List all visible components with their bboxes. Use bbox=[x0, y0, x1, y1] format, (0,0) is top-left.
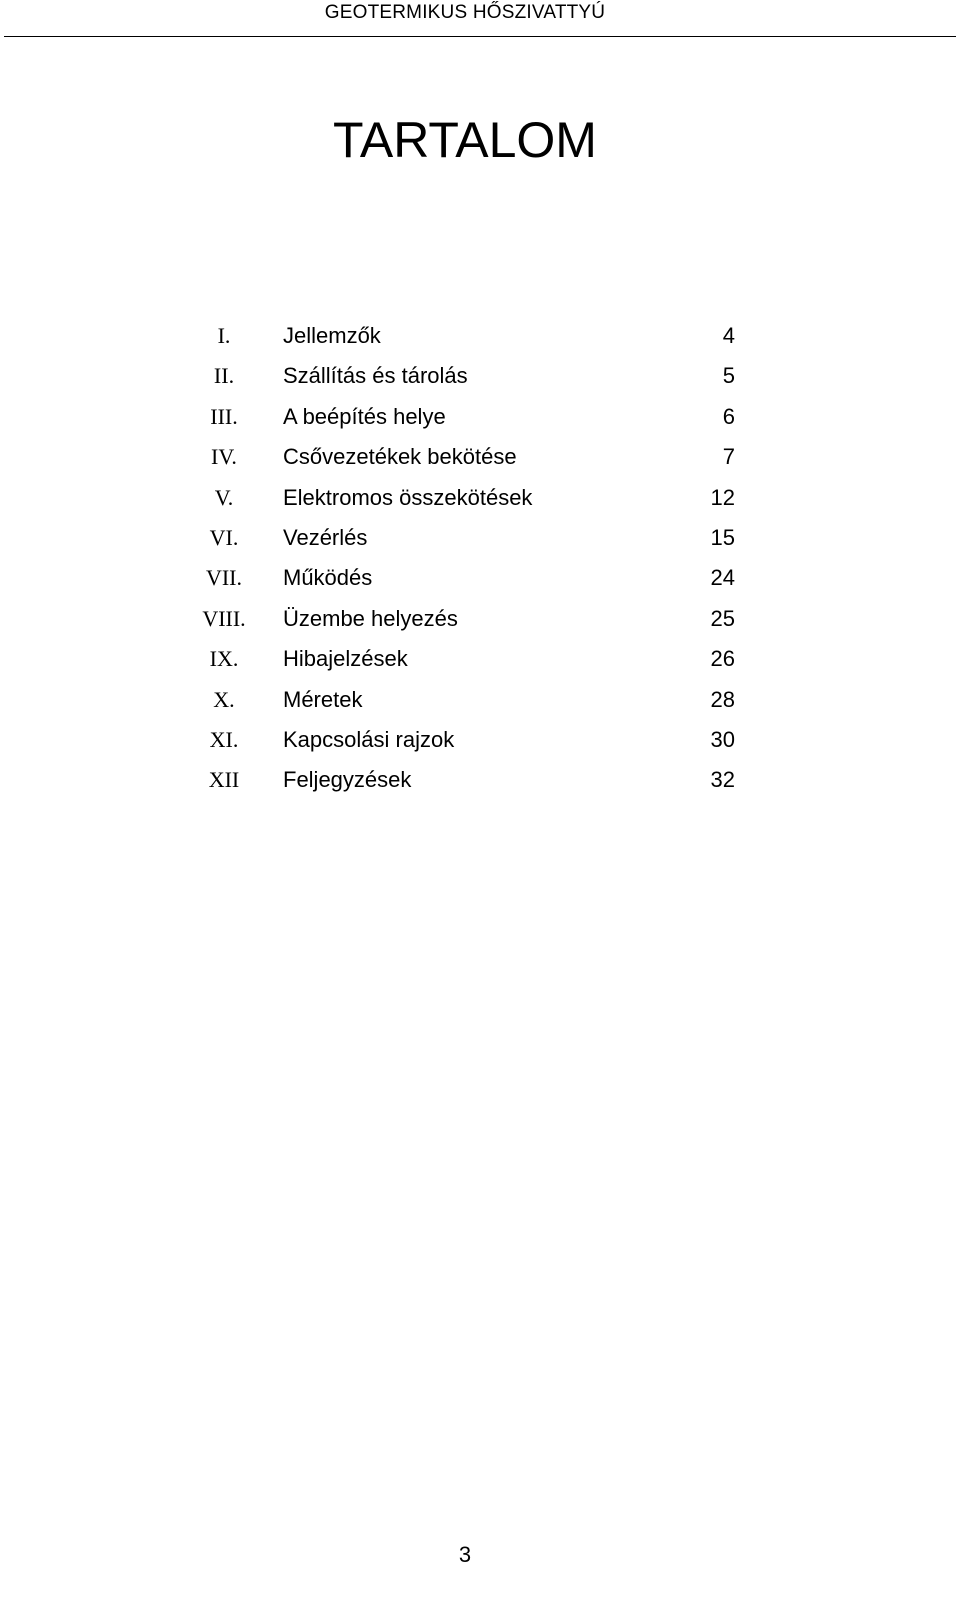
toc-entry-number: III. bbox=[210, 403, 238, 429]
toc-entry-number: IX. bbox=[209, 646, 239, 672]
toc-entry-uzembe-helyezes[interactable] bbox=[180, 599, 755, 639]
toc-entry-page: 7 bbox=[722, 444, 735, 470]
toc-entry-title: Üzembe helyezés bbox=[283, 605, 458, 631]
toc-entry-page: 32 bbox=[710, 767, 735, 793]
toc-entry-page: 24 bbox=[710, 565, 735, 591]
header-rule bbox=[4, 36, 956, 37]
toc-entry-number: VI. bbox=[209, 524, 239, 550]
toc-entry-title: Szállítás és tárolás bbox=[283, 363, 468, 389]
toc-entry-number: X. bbox=[213, 686, 235, 712]
toc-entry-page: 15 bbox=[710, 524, 735, 550]
toc-entry-number: II. bbox=[213, 363, 235, 389]
toc-entry-number: XI. bbox=[209, 726, 239, 752]
toc-entry-feljegyzesek[interactable] bbox=[180, 760, 755, 800]
toc-entry-title: Elektromos összekötések bbox=[283, 484, 533, 510]
toc-entry-mukodes[interactable] bbox=[180, 558, 755, 598]
page-number: 3 bbox=[458, 1542, 472, 1567]
toc-entry-number: VII. bbox=[205, 565, 243, 591]
toc-entry-title: A beépítés helye bbox=[283, 403, 446, 429]
toc-entry-kapcsolasi-rajzok[interactable] bbox=[180, 720, 755, 760]
toc-entry-title: Feljegyzések bbox=[283, 767, 412, 793]
toc-entry-page: 6 bbox=[722, 403, 735, 429]
toc-entry-title: Működés bbox=[283, 565, 373, 591]
table-of-contents bbox=[180, 316, 755, 801]
toc-entry-csovezetekek[interactable] bbox=[180, 437, 755, 477]
toc-entry-page: 25 bbox=[710, 605, 735, 631]
toc-entry-elektromos[interactable] bbox=[180, 478, 755, 518]
toc-entry-number: VIII. bbox=[202, 605, 246, 631]
toc-entry-page: 30 bbox=[710, 726, 735, 752]
toc-entry-page: 26 bbox=[710, 646, 735, 672]
toc-entry-title: Jellemzők bbox=[283, 323, 381, 348]
running-header: GEOTERMIKUS HŐSZIVATTYÚ bbox=[324, 2, 606, 23]
toc-entry-beepites[interactable] bbox=[180, 397, 755, 437]
page-title: TARTALOM bbox=[333, 112, 597, 168]
toc-entry-number: XII bbox=[208, 767, 240, 793]
toc-entry-title: Méretek bbox=[283, 686, 363, 712]
toc-entry-page: 12 bbox=[710, 484, 735, 510]
toc-entry-vezerles[interactable] bbox=[180, 518, 755, 558]
toc-entry-jellemzok[interactable] bbox=[180, 316, 755, 356]
toc-entry-title: Vezérlés bbox=[283, 524, 368, 550]
toc-entry-number: IV. bbox=[211, 444, 237, 470]
toc-entry-szallitas[interactable] bbox=[180, 356, 755, 396]
toc-entry-meretek[interactable] bbox=[180, 680, 755, 720]
toc-entry-page: 5 bbox=[722, 363, 735, 389]
toc-entry-number: I. bbox=[217, 323, 231, 348]
toc-entry-page: 4 bbox=[722, 323, 735, 348]
toc-entry-hibajelzesek[interactable] bbox=[180, 639, 755, 679]
toc-entry-title: Hibajelzések bbox=[283, 646, 408, 672]
toc-entry-title: Kapcsolási rajzok bbox=[283, 726, 455, 752]
toc-entry-number: V. bbox=[214, 484, 234, 510]
toc-entry-title: Csővezetékek bekötése bbox=[283, 444, 517, 470]
toc-entry-page: 28 bbox=[710, 686, 735, 712]
